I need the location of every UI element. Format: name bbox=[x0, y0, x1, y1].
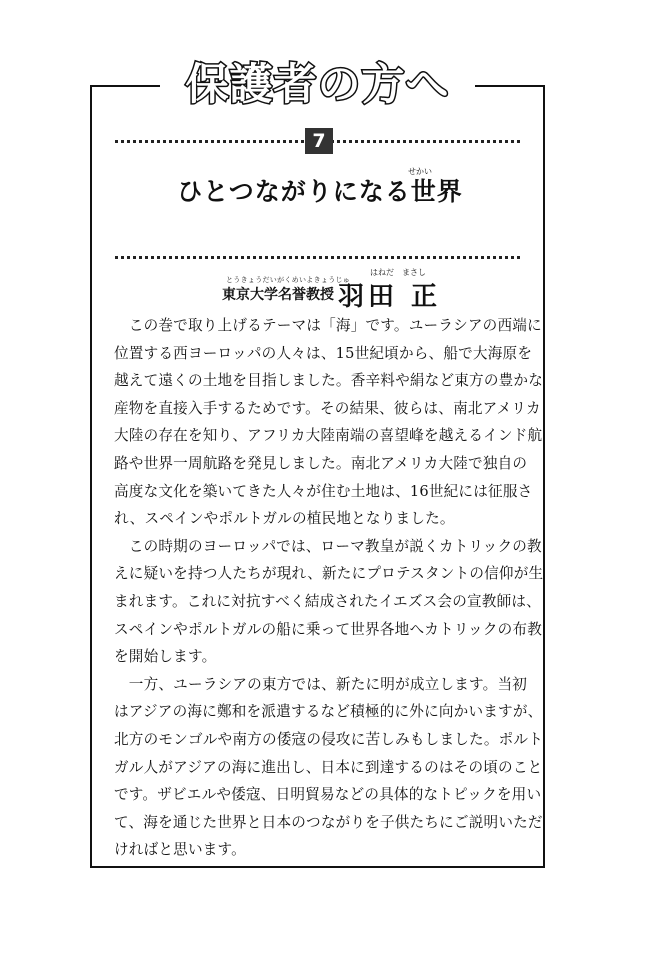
author-title-ruby: とうきょうだいがくめいよきょうじゅ bbox=[226, 276, 351, 284]
body-line: 越えて遠くの土地を目指しました。香辛料や絹など東方の豊かな bbox=[114, 372, 544, 390]
body-line: です。ザビエルや倭寇、日明貿易などの具体的なトピックを用い bbox=[114, 786, 542, 804]
author-title: 東京大学名誉教授 bbox=[222, 287, 334, 303]
body-line: 一方、ユーラシアの東方では、新たに明が成立します。当初 bbox=[114, 675, 528, 693]
body-line: れ、スペインやポルトガルの植民地となりました。 bbox=[114, 510, 455, 528]
body-line: えに疑いを持つ人たちが現れ、新たにプロテスタントの信仰が生 bbox=[114, 565, 544, 583]
body-line: 路や世界一周航路を発見しました。南北アメリカ大陸で独自の bbox=[114, 454, 528, 472]
author-name: 羽田 正 bbox=[338, 282, 442, 312]
header-title: 保護者の方へ bbox=[185, 59, 450, 110]
body-line: ければと思います。 bbox=[114, 841, 246, 859]
author-name-ruby: はねだ まさし bbox=[370, 268, 426, 277]
body-line: て、海を通じた世界と日本のつながりを子供たちにご説明いただ bbox=[114, 813, 543, 831]
title-ruby: せかい bbox=[408, 167, 432, 176]
body-line: スペインやポルトガルの船に乗って世界各地へカトリックの布教 bbox=[114, 620, 542, 638]
dotted-divider-bottom bbox=[115, 256, 520, 259]
body-line: この巻で取り上げるテーマは「海」です。ユーラシアの西端に bbox=[114, 317, 542, 334]
article-title: ひとつながりになる世界 bbox=[177, 177, 463, 206]
body-line: 位置する西ヨーロッパの人々は、15世紀頃から、船で大海原を bbox=[114, 344, 533, 362]
body-line: まれます。これに対抗すべく結成されたイエズス会の宣教師は、 bbox=[114, 592, 541, 610]
body-line: この時期のヨーロッパでは、ローマ教皇が説くカトリックの教 bbox=[114, 537, 542, 555]
body-line: 産物を直接入手するためです。その結果、彼らは、南北アメリカ bbox=[114, 399, 541, 417]
body-line: はアジアの海に鄭和を派遣するなど積極的に外に向かいますが、 bbox=[114, 703, 543, 721]
body-line: 大陸の存在を知り、アフリカ大陸南端の喜望峰を越えるインド航 bbox=[114, 427, 543, 445]
body-line: を開始します。 bbox=[114, 648, 217, 666]
chapter-number-badge: 7 bbox=[305, 128, 333, 154]
article-body bbox=[114, 312, 544, 864]
body-line: 高度な文化を築いてきた人々が住む土地は、16世紀には征服さ bbox=[114, 482, 533, 500]
body-line: ガル人がアジアの海に進出し、日本に到達するのはその頃のこと bbox=[114, 758, 543, 776]
header-banner bbox=[160, 50, 475, 112]
body-line: 北方のモンゴルや南方の倭寇の侵攻に苦しみもしました。ポルト bbox=[114, 730, 544, 748]
